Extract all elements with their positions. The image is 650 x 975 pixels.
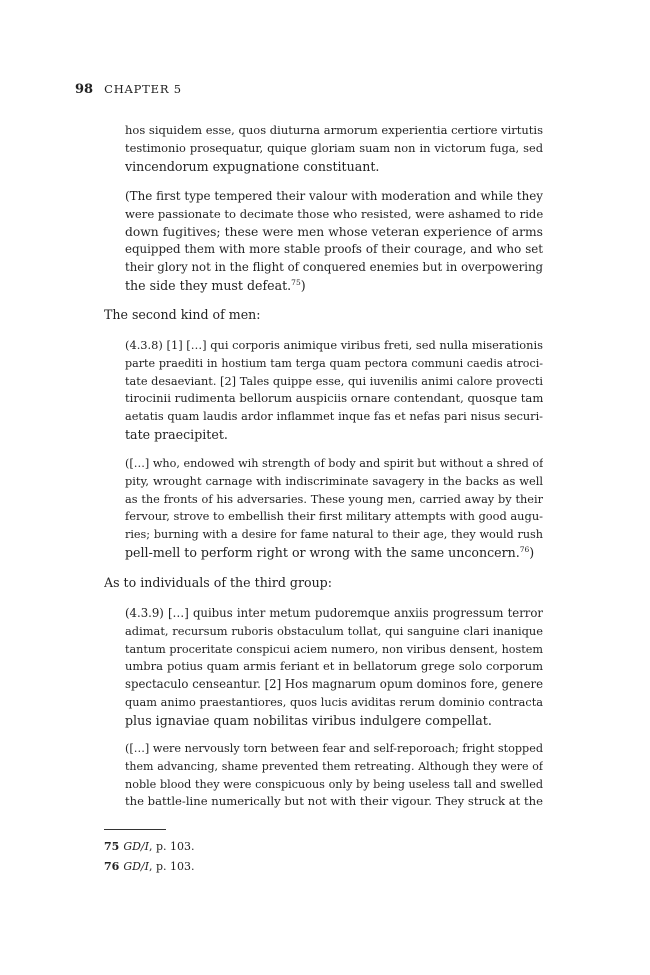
text-line: hos siquidem esse, quos diuturna armorum experientia certiore virtutis	[125, 123, 543, 137]
closing-paren: )	[300, 277, 306, 293]
text-line: (4.3.8) [1] […] qui corporis animique viribus freti, sed nulla miserationis	[125, 338, 543, 352]
text-line: ([…] were nervously torn between fear and self-reporoach; fright stopped	[125, 742, 543, 755]
text-line-content: the side they must defeat.	[125, 277, 292, 293]
text-line: quam animo praestantiores, quos lucis aviditas rerum dominio contracta	[125, 695, 543, 709]
text-line: ([…] who, endowed wih strength of body and spirit but without a shred of	[125, 457, 543, 470]
footnote-text: , p. 103.	[148, 840, 195, 853]
text-line: vincendorum expugnatione constituant.	[125, 158, 380, 174]
text-line: testimonio prosequatur, quique gloriam suam non in victorum fuga, sed	[125, 140, 543, 155]
english-translation	[125, 188, 543, 295]
footnote-text: , p. 103.	[148, 860, 195, 873]
footnote-source: GD/I	[123, 860, 149, 873]
latin-quote	[125, 605, 543, 730]
footnote-divider	[104, 829, 166, 830]
running-head	[75, 80, 182, 99]
footnote-number: 75	[104, 840, 120, 853]
text-line: tantum proceritate conspicui aciem numero, non viribus densent, hostem	[125, 642, 543, 656]
text-line: were passionate to decimate those who resisted, were ashamed to ride	[125, 206, 543, 221]
text-line: parte praediti in hostium tam terga quam pectora communi caedis atroci-	[125, 356, 543, 370]
text-line: as the fronts of his adversaries. These young men, carried away by their	[125, 492, 543, 506]
text-line: them advancing, shame prevented them retreating. Although they were of	[125, 759, 543, 773]
text-line	[125, 277, 543, 295]
text-line: As to individuals of the third group:	[104, 575, 332, 590]
footnote	[104, 860, 195, 874]
text-line: pity, wrought carnage with indiscriminate savagery in the backs as well	[125, 473, 543, 488]
chapter-title: CHAPTER 5	[104, 82, 182, 96]
text-line: down fugitives; these were men whose veteran experience of arms	[125, 224, 543, 239]
text-line: (The first type tempered their valour with moderation and while they	[125, 189, 543, 203]
english-translation	[125, 740, 543, 811]
text-line: equipped them with more stable proofs of their courage, and who set	[125, 242, 543, 257]
text-line: the battle-line numerically but not with their vigour. They struck at the	[125, 794, 543, 809]
text-line-content: pell-mell to perform right or wrong with the same unconcern.	[125, 544, 520, 560]
page-number: 98	[75, 82, 94, 97]
text-line: (4.3.9) […] quibus inter metum pudoremque anxiis progressum terror	[125, 606, 543, 620]
text-line: umbra potius quam armis feriant et in bellatorum grege solo corporum	[125, 659, 543, 674]
narrative-paragraph	[104, 306, 544, 324]
text-line: tate desaeviant. [2] Tales quippe esse, qui iuvenilis animi calore provecti	[125, 374, 543, 388]
latin-quote	[125, 337, 543, 444]
text-line: aetatis quam laudis ardor inflammet inque fas et nefas pari nisus securi-	[125, 410, 543, 424]
footnote-source: GD/I	[123, 840, 149, 853]
footnote-reference[interactable]: 75	[291, 277, 301, 287]
text-line: fervour, strove to embellish their first military attempts with good augu-	[125, 509, 543, 524]
footnote	[104, 840, 195, 854]
text-line: spectaculo censeantur. [2] Hos magnarum opum dominos fore, genere	[125, 677, 543, 692]
narrative-paragraph	[104, 574, 544, 592]
text-line: tirocinii rudimenta bellorum auspiciis ornare contendant, quosque tam	[125, 391, 543, 406]
english-translation	[125, 455, 543, 562]
footnote-number: 76	[104, 860, 120, 873]
text-line	[125, 544, 543, 562]
footnote-reference[interactable]: 76	[519, 544, 530, 554]
text-line: noble blood they were conspicuous only by being useless tall and swelled	[125, 777, 543, 791]
latin-quote	[125, 122, 543, 175]
closing-paren: )	[529, 544, 535, 560]
text-line: ries; burning with a desire for fame natural to their age, they would rush	[125, 528, 543, 542]
text-line: The second kind of men:	[104, 307, 261, 322]
text-line: adimat, recursum ruboris obstaculum tollat, qui sanguine clari inanique	[125, 623, 543, 638]
text-line: their glory not in the flight of conquered enemies but in overpowering	[125, 260, 543, 275]
text-line: plus ignaviae quam nobilitas viribus indulgere compellat.	[125, 712, 492, 728]
text-line: tate praecipitet.	[125, 426, 228, 442]
